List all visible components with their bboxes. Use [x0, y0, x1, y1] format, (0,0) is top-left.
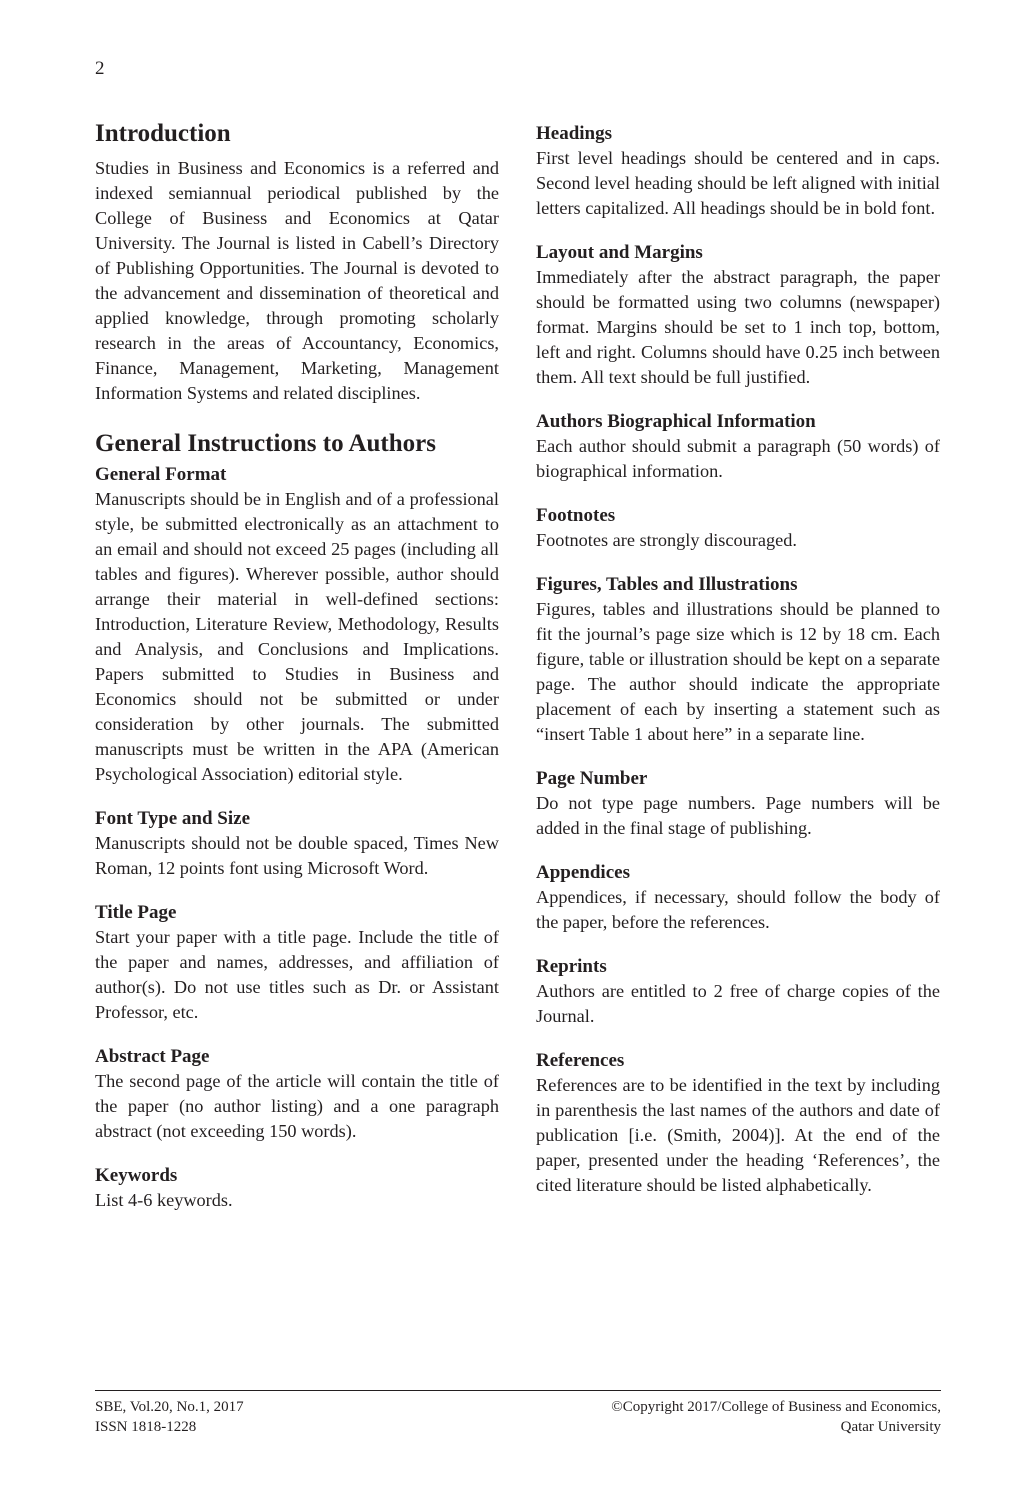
headings-text: First level headings should be centered and in caps. Second level heading should be left aligned with initial letters capitalized. All headings should be in bold font. [536, 148, 940, 218]
layout-margins-block [536, 240, 940, 390]
headings-block [536, 121, 940, 221]
font-type-heading: Font Type and Size [95, 808, 251, 829]
biographical-info-block [536, 409, 940, 484]
font-type-text: Manuscripts should not be double spaced, Times New Roman, 12 points font using Microsoft Word. [95, 833, 499, 878]
footer-divider [95, 1390, 941, 1391]
figures-tables-text: Figures, tables and illustrations should be planned to fit the journal’s page size which is 12 by 18 cm. Each figure, table or illustration should be kept on a separate page. The author should indicate the appropriate placement of each by inserting a statement such as “insert Table 1 about here” in a separate line. [536, 599, 940, 744]
title-page-heading: Title Page [95, 902, 177, 923]
font-type-block [95, 806, 499, 881]
figures-tables-block [536, 572, 940, 747]
footer-right [611, 1397, 941, 1437]
appendices-text: Appendices, if necessary, should follow the body of the paper, before the references. [536, 887, 940, 932]
page-number-heading: Page Number [536, 768, 648, 789]
left-column [95, 118, 499, 1232]
figures-tables-heading: Figures, Tables and Illustrations [536, 574, 798, 595]
page-number-block [536, 766, 940, 841]
general-instructions-title: General Instructions to Authors [95, 430, 436, 457]
title-page-text: Start your paper with a title page. Include the title of the paper and names, addresses, and affiliation of author(s). Do not use titles such as Dr. or Assistant Professor, etc. [95, 927, 499, 1022]
introduction-text: Studies in Business and Economics is a referred and indexed semiannual periodical published by the College of Business and Economics at Qatar University. The Journal is listed in Cabell’s Directory of Publishing Opportunities. The Journal is devoted to the advancement and dissemination of theoretical and applied knowledge, through promoting scholarly research in the areas of Accountancy, Economics, Finance, Management, Marketing, Management Information Systems and related disciplines. [95, 158, 499, 403]
page-number-text: Do not type page numbers. Page numbers will be added in the final stage of publishing. [536, 793, 940, 838]
abstract-page-heading: Abstract Page [95, 1046, 210, 1067]
footnotes-heading: Footnotes [536, 505, 616, 526]
footer-left [95, 1397, 244, 1437]
journal-volume: SBE, Vol.20, No.1, 2017 [95, 1399, 244, 1415]
appendices-block [536, 860, 940, 935]
references-block [536, 1048, 940, 1198]
keywords-heading: Keywords [95, 1165, 178, 1186]
footnotes-text: Footnotes are strongly discouraged. [536, 530, 797, 550]
reprints-block [536, 954, 940, 1029]
introduction-section [95, 118, 499, 406]
footnotes-block [536, 503, 940, 553]
general-format-heading: General Format [95, 464, 227, 485]
appendices-heading: Appendices [536, 862, 630, 883]
issn: ISSN 1818-1228 [95, 1419, 197, 1435]
reprints-text: Authors are entitled to 2 free of charge copies of the Journal. [536, 981, 940, 1026]
abstract-page-text: The second page of the article will contain the title of the paper (no author listing) and a one paragraph abstract (not exceeding 150 words). [95, 1071, 499, 1141]
copyright: ©Copyright 2017/College of Business and Economics, [611, 1399, 941, 1415]
references-text: References are to be identified in the text by including in parenthesis the last names of the authors and date of publication [i.e. (Smith, 2004)]. At the end of the paper, presented under the heading ‘References’, the cited literature should be listed alphabetically. [536, 1075, 940, 1195]
title-page-block [95, 900, 499, 1025]
reprints-heading: Reprints [536, 956, 607, 977]
references-heading: References [536, 1050, 625, 1071]
keywords-block [95, 1163, 499, 1213]
general-instructions-section [95, 428, 499, 1213]
layout-margins-heading: Layout and Margins [536, 242, 703, 263]
page-number: 2 [95, 58, 105, 79]
biographical-info-text: Each author should submit a paragraph (50 words) of biographical information. [536, 436, 940, 481]
layout-margins-text: Immediately after the abstract paragraph, the paper should be formatted using two columns (newspaper) format. Margins should be set to 1 inch top, bottom, left and right. Columns should have 0.25 inch between them. All text should be full justified. [536, 267, 940, 387]
biographical-info-heading: Authors Biographical Information [536, 411, 816, 432]
university: Qatar University [840, 1419, 941, 1435]
keywords-text: List 4-6 keywords. [95, 1190, 233, 1210]
headings-heading: Headings [536, 123, 613, 144]
introduction-title: Introduction [95, 120, 231, 147]
abstract-page-block [95, 1044, 499, 1144]
general-format-block [95, 462, 499, 787]
general-format-text: Manuscripts should be in English and of a professional style, be submitted electronically as an attachment to an email and should not exceed 25 pages (including all tables and figures). Wherever possible, author should arrange their material in well-defined sections: Introduction, Literature Review, Methodology, Results and Analysis, and Conclusions and Implications. Papers submitted to Studies in Business and Economics should not be submitted or under consideration by other journals. The submitted manuscripts must be written in the APA (American Psychological Association) editorial style. [95, 489, 499, 784]
right-column [536, 121, 940, 1217]
